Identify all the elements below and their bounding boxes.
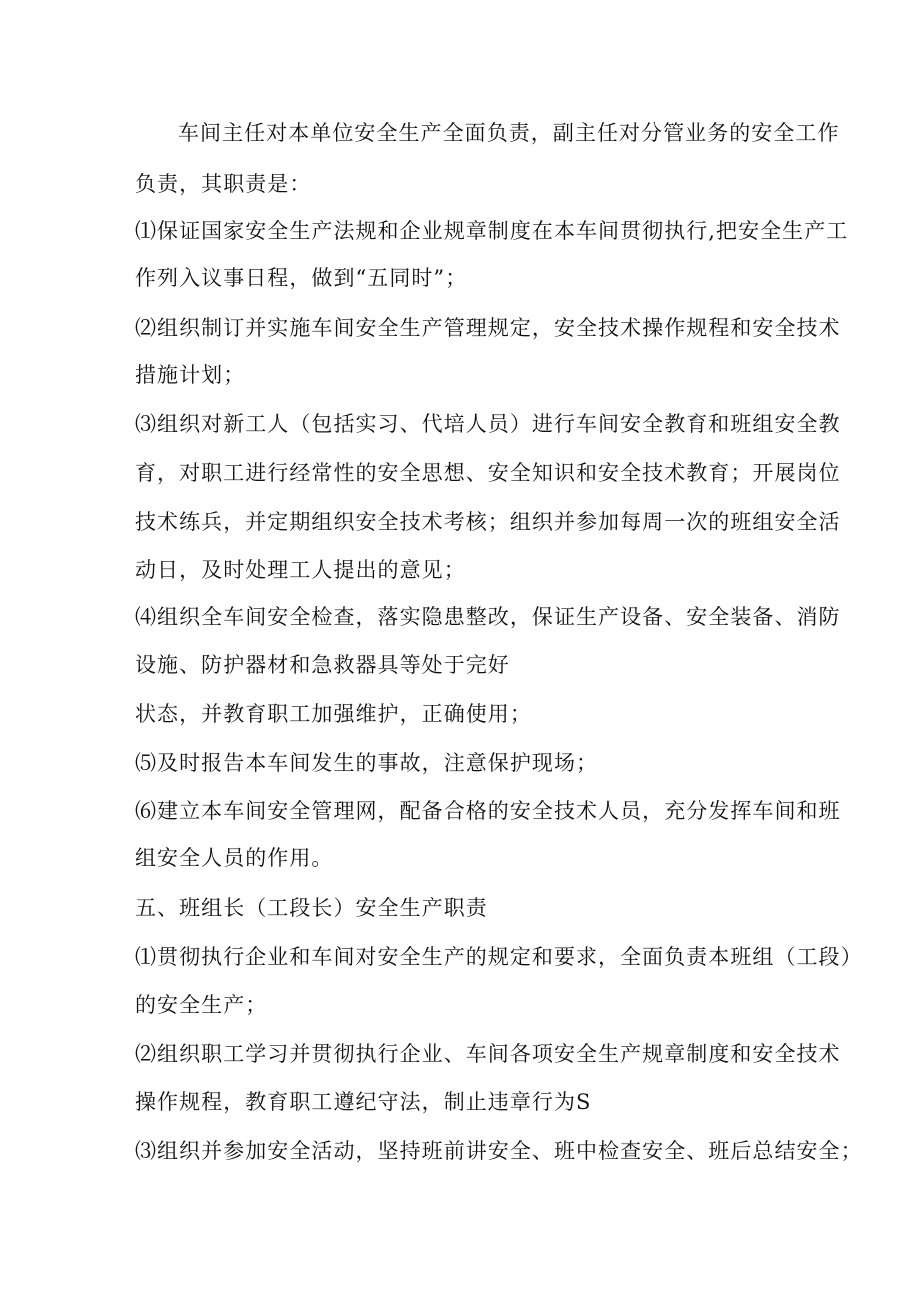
text-line: 作列入议事日程，做到“五同时”；	[135, 266, 468, 290]
text-line: 组安全人员的作用。	[135, 846, 334, 870]
text-line: ⑷组织全车间安全检查，落实隐患整改，保证生产设备、安全装备、消防	[135, 605, 841, 629]
text-line: ⑸及时报告本车间发生的事故，注意保护现场；	[135, 751, 599, 775]
text-line: ⑵组织职工学习并贯彻执行企业、车间各项安全生产规章制度和安全技术	[135, 1042, 841, 1066]
text-line: 技术练兵，并定期组织安全技术考核；组织并参加每周一次的班组安全活	[135, 510, 841, 534]
text-line: 动日，及时处理工人提出的意见；	[135, 558, 466, 582]
text-line: ⑹建立本车间安全管理网，配备合格的安全技术人员，充分发挥车间和班	[135, 799, 841, 823]
text-line: 的安全生产；	[135, 993, 268, 1017]
text-line: ⑶组织并参加安全活动，坚持班前讲安全、班中检查安全、班后总结安全；	[135, 1139, 863, 1163]
text-line: 设施、防护器材和急救器具等处于完好	[135, 653, 510, 677]
text-line: ⑴保证国家安全生产法规和企业规章制度在本车间贯彻执行,把安全生产工	[135, 219, 849, 243]
text-line: 状态，并教育职工加强维护，正确使用；	[135, 702, 532, 726]
text-line: ⑴贯彻执行企业和车间对安全生产的规定和要求，全面负责本班组（工段）	[135, 945, 863, 969]
text-line: 车间主任对本单位安全生产全面负责，副主任对分管业务的安全工作	[178, 121, 840, 145]
text-line: 育，对职工进行经常性的安全思想、安全知识和安全技术教育；开展岗位	[135, 461, 841, 485]
text-line: 操作规程，教育职工遵纪守法，制止违章行为S	[135, 1090, 592, 1114]
text-line: 负责，其职责是：	[135, 172, 312, 196]
text-line: 措施计划；	[135, 363, 246, 387]
text-line: ⑶组织对新工人（包括实习、代培人员）进行车间安全教育和班组安全教	[135, 412, 841, 436]
text-line: ⑵组织制订并实施车间安全生产管理规定，安全技术操作规程和安全技术	[135, 316, 841, 340]
section-heading: 五、班组长（工段长）安全生产职责	[135, 896, 488, 920]
